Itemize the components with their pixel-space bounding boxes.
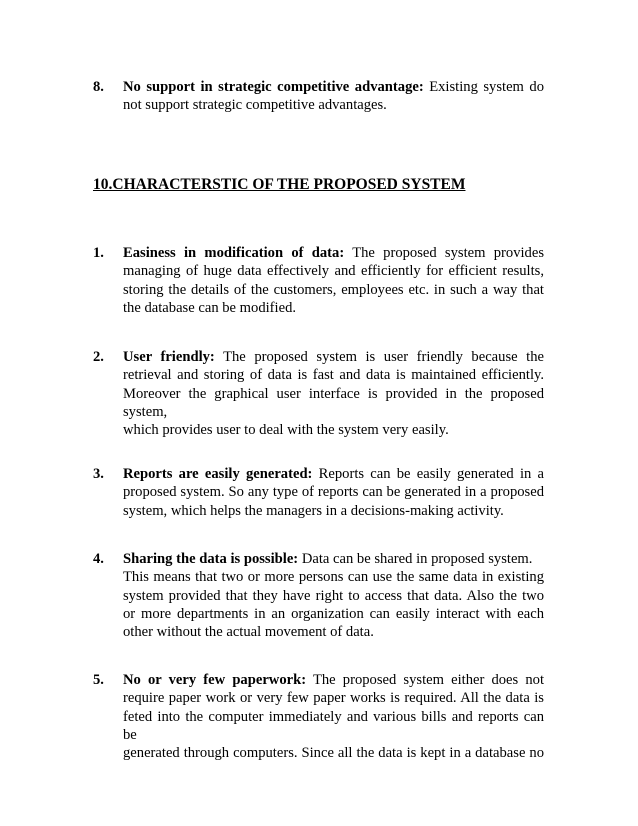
item-text-line: retrieval and storing of data is fast and data is maintained efficiently. <box>123 367 544 384</box>
item-lead-text: Reports can be easily generated in a <box>318 466 544 482</box>
item-number: 5. <box>93 672 104 688</box>
item-text-line: which provides user to deal with the system very easily. <box>123 422 449 439</box>
item-lead-text: The proposed system is user friendly because the <box>223 349 544 365</box>
item-text-line: not support strategic competitive advantages. <box>123 97 387 114</box>
item-title: No support in strategic competitive advantage: <box>123 79 424 95</box>
item-lead-text: Existing system do <box>429 79 545 95</box>
item-text-line: system, <box>123 403 168 420</box>
list-item-3 <box>93 465 544 520</box>
item-text-line: system provided that they have right to access that data. Also the two <box>123 587 544 604</box>
item-text-line: storing the details of the customers, employees etc. in such a way that <box>123 281 544 298</box>
item-title: Reports are easily generated: <box>123 466 313 482</box>
item-title: Easiness in modification of data: <box>123 245 345 261</box>
item-text-line: require paper work or very few paper works is required. All the data is <box>123 690 544 707</box>
item-text-line: or more departments in an organization can easily interact with each <box>123 605 544 622</box>
item-number: 4. <box>93 551 104 567</box>
section-heading: 10.CHARACTERSTIC OF THE PROPOSED SYSTEM <box>93 176 466 193</box>
item-text-line: the database can be modified. <box>123 299 297 316</box>
item-title: Sharing the data is possible: <box>123 551 299 567</box>
item-text-line: other without the actual movement of data. <box>123 624 374 641</box>
item-text-line: Moreover the graphical user interface is provided in the proposed <box>123 385 544 402</box>
item-number: 1. <box>93 245 104 261</box>
item-number: 8. <box>93 79 104 95</box>
item-title: User friendly: <box>123 349 215 365</box>
item-title: No or very few paperwork: <box>123 672 307 688</box>
item-lead-text: The proposed system either does not <box>312 672 544 688</box>
item-text-line: proposed system. So any type of reports can be generated in a proposed <box>123 484 544 501</box>
item-text-line: feted into the computer immediately and various bills and reports can be <box>123 708 544 743</box>
list-item-2 <box>93 348 544 439</box>
item-text-line: This means that two or more persons can use the same data in existing <box>123 569 544 586</box>
list-item-8 <box>93 78 544 115</box>
list-item-5 <box>93 671 544 762</box>
item-number: 3. <box>93 466 104 482</box>
item-lead-text: Data can be shared in proposed system. <box>301 551 533 567</box>
item-number: 2. <box>93 349 104 365</box>
item-text-line: managing of huge data effectively and efficiently for efficient results, <box>123 263 544 280</box>
item-text-line: generated through computers. Since all the data is kept in a database no <box>123 745 544 762</box>
item-text-line: system, which helps the managers in a decisions-making activity. <box>123 502 504 519</box>
list-item-1 <box>93 244 544 317</box>
item-lead-text: The proposed system provides <box>352 245 544 261</box>
list-item-4 <box>93 550 544 641</box>
